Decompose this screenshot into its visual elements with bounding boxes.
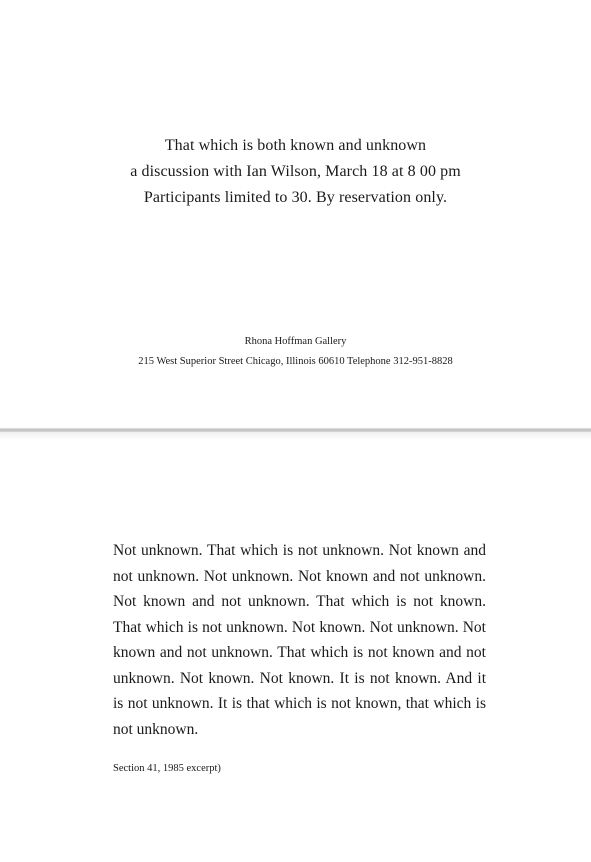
excerpt-paragraph: Not unknown. That which is not unknown. Not known and not unknown. Not unknown. Not known and not unknown. Not known and not unknown. That which is not known. That which is not unknown. Not known. Not unknown. Not known and not unknown. That which is not known and not unknown. Not known. Not known. It is not known. And it is not unknown. It is that which is not known, that which is not unknown.	[113, 542, 486, 738]
invitation-card-top	[0, 0, 591, 428]
excerpt-citation: Section 41, 1985 excerpt)	[113, 763, 221, 774]
invitation-title-line: That which is both known and unknown	[164, 137, 427, 154]
invitation-reservation-line: Participants limited to 30. By reservation only.	[143, 189, 448, 206]
fold-shadow	[0, 432, 591, 440]
invitation-discussion-line: a discussion with Ian Wilson, March 18 at 8 00 pm	[130, 163, 461, 180]
gallery-name: Rhona Hoffman Gallery	[244, 336, 347, 347]
invitation-text	[0, 133, 591, 211]
gallery-address: 215 West Superior Street Chicago, Illinois 60610 Telephone 312-951-8828	[138, 356, 453, 367]
gallery-info	[0, 332, 591, 372]
